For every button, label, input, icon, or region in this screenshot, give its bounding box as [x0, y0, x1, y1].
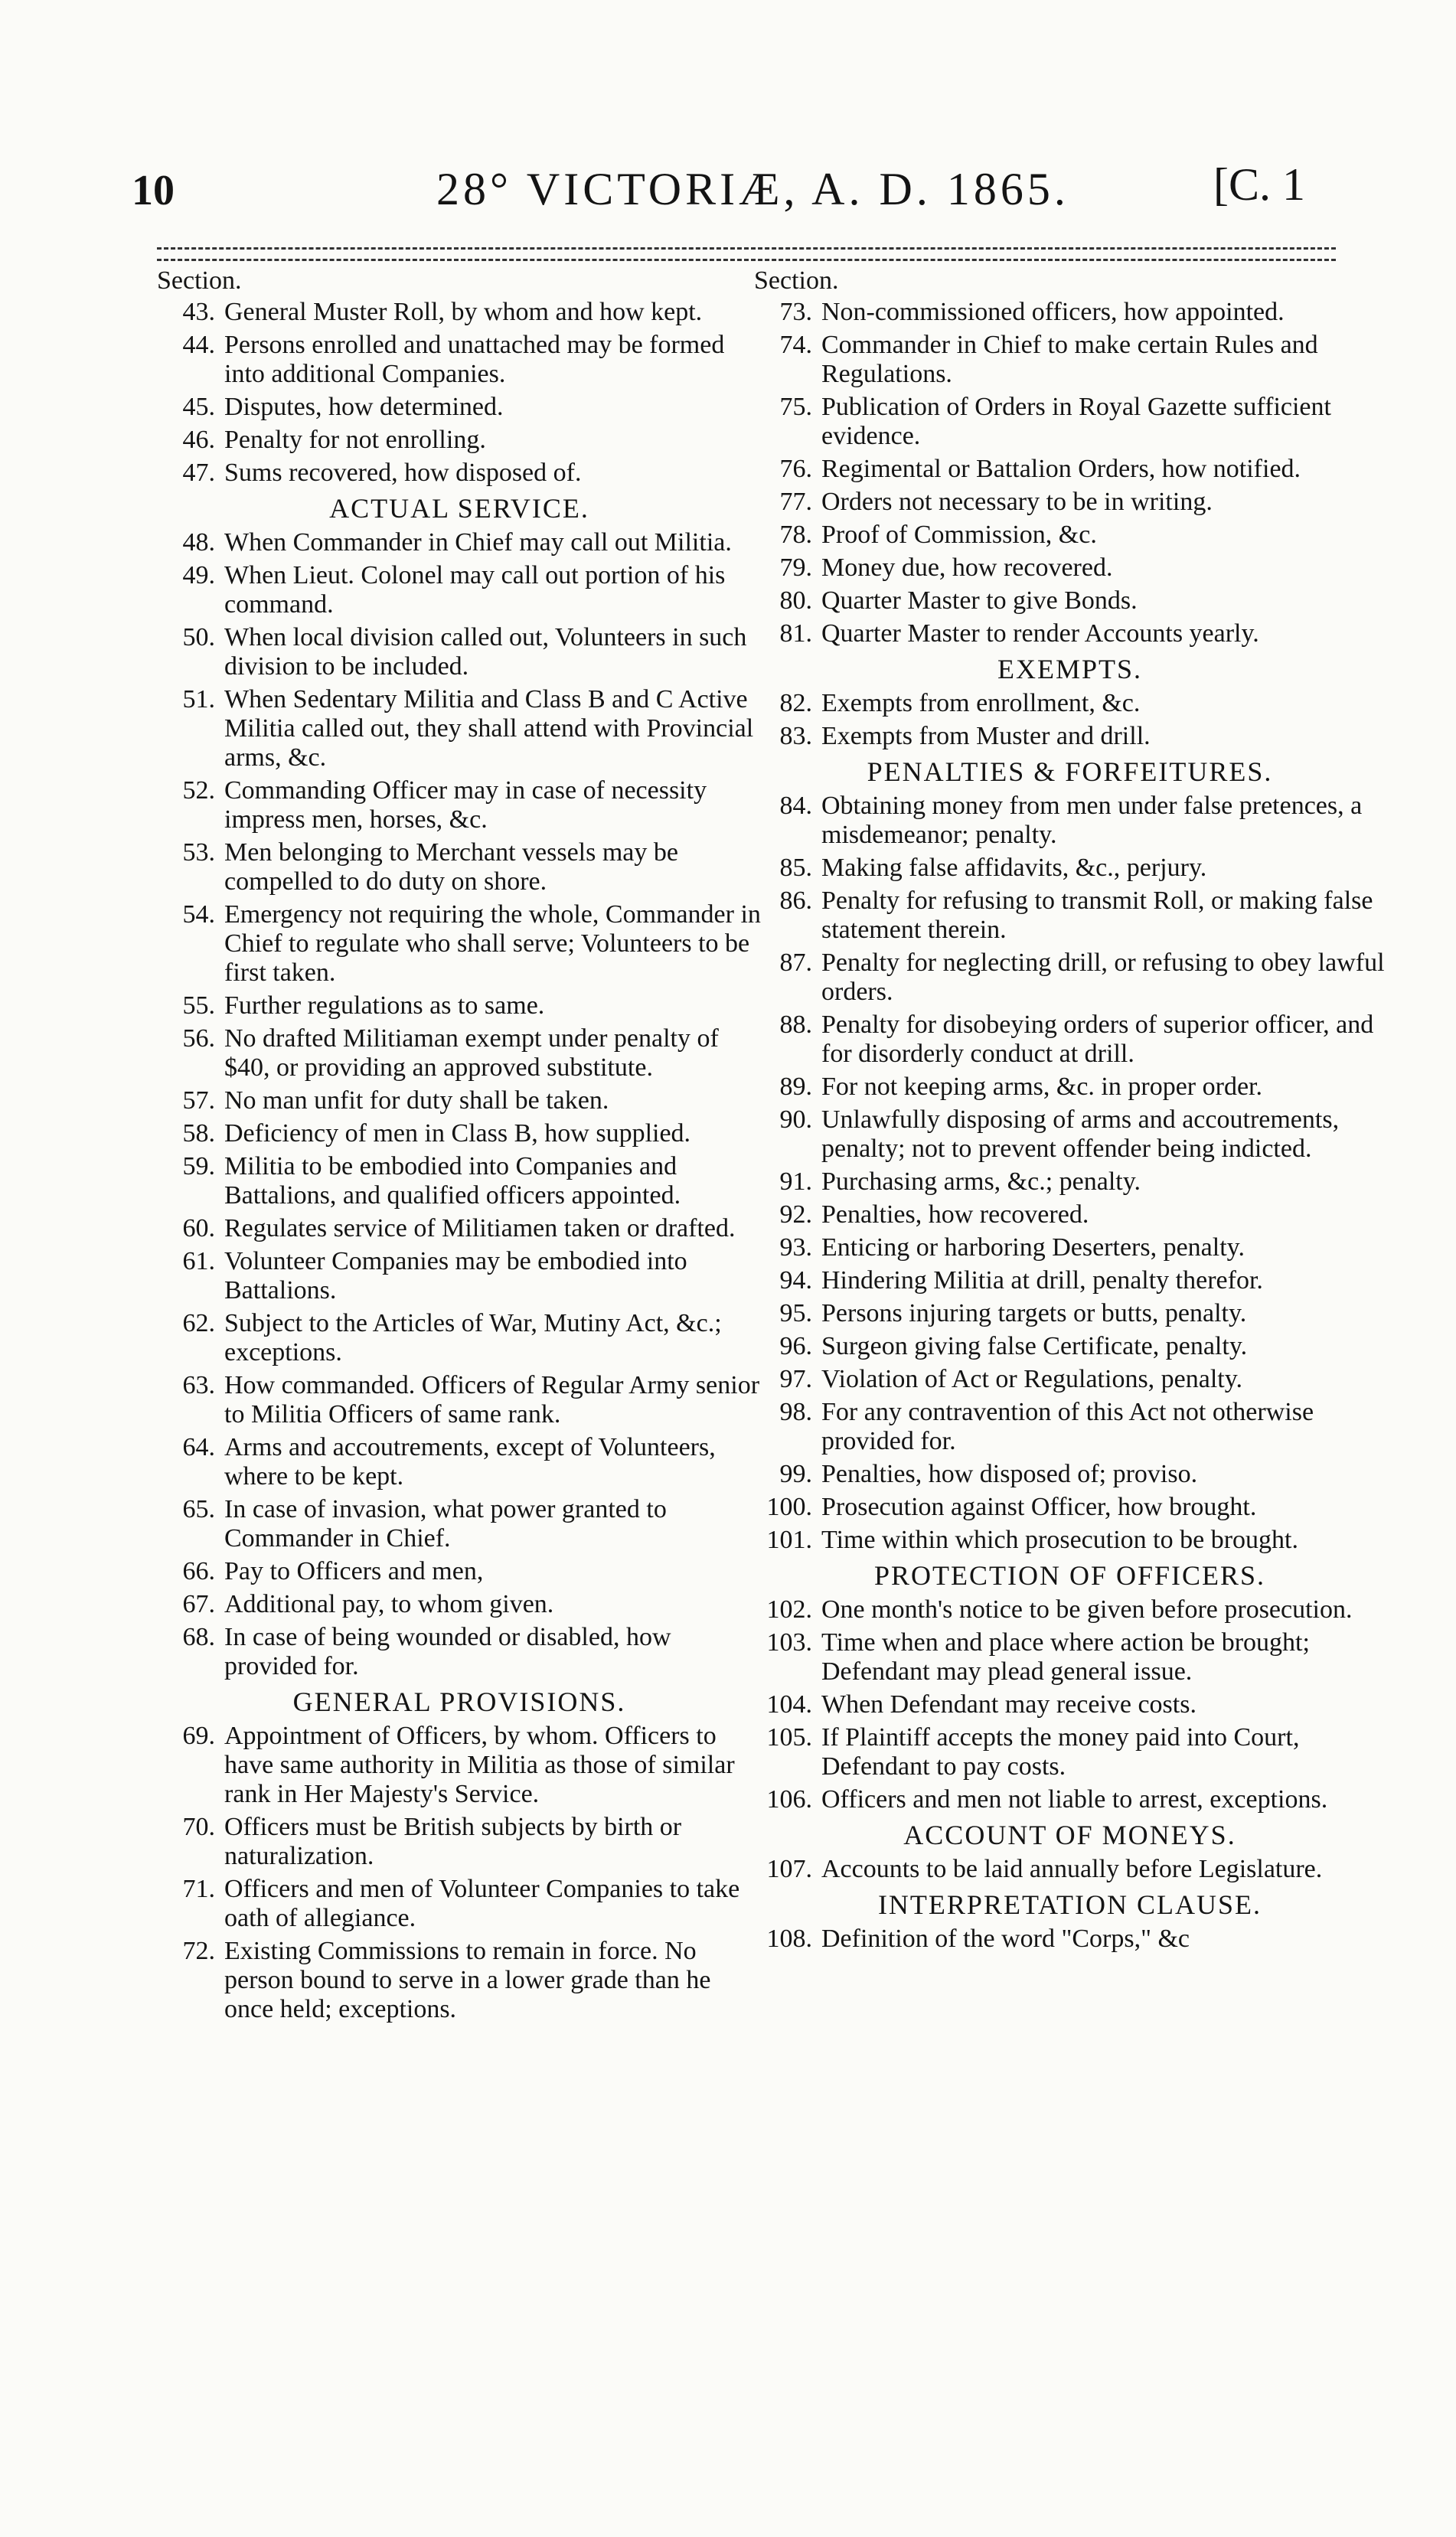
entry-text: Commanding Officer may in case of necessity impress men, horses, &c.: [224, 776, 707, 834]
entry-text: Exempts from enrollment, &c.: [821, 689, 1141, 717]
index-entry: [754, 298, 1386, 327]
index-entry: [157, 331, 762, 389]
index-entry: [157, 1590, 762, 1619]
entry-text: Persons injuring targets or butts, penalty.: [821, 1299, 1247, 1327]
entry-text: Deficiency of men in Class B, how supplied.: [224, 1119, 691, 1148]
index-entry: [157, 776, 762, 834]
section-number: 85.: [779, 854, 812, 882]
section-number: 93.: [779, 1233, 812, 1262]
section-number: 94.: [779, 1266, 812, 1295]
section-number: 56.: [182, 1024, 215, 1053]
section-number: 105.: [766, 1723, 812, 1752]
section-number: 50.: [182, 623, 215, 651]
index-entry: [754, 619, 1386, 648]
section-number: 104.: [766, 1690, 812, 1719]
entry-text: Quarter Master to render Accounts yearly.: [821, 619, 1259, 648]
section-number: 67.: [182, 1590, 215, 1618]
index-entry: [157, 1371, 762, 1429]
entry-text: Appointment of Officers, by whom. Officers to have same authority in Militia as those of similar rank in Her Majesty's Service.: [224, 1722, 735, 1808]
section-number: 99.: [779, 1460, 812, 1488]
section-number: 79.: [779, 553, 812, 582]
index-entry: [157, 1722, 762, 1809]
section-number: 59.: [182, 1152, 215, 1180]
section-heading: GENERAL PROVISIONS.: [292, 1686, 626, 1717]
index-entry: [157, 1247, 762, 1305]
index-entry: [754, 393, 1386, 451]
section-number: 61.: [182, 1247, 215, 1275]
section-number: 52.: [182, 776, 215, 805]
section-label: Section.: [754, 266, 839, 295]
entry-text: Definition of the word "Corps," &c: [821, 1925, 1190, 1953]
left-column: [157, 264, 762, 2028]
entry-text: Emergency not requiring the whole, Commander in Chief to regulate who shall serve; Volunteers to be first taken.: [224, 900, 761, 987]
section-number: 49.: [182, 561, 215, 589]
section-number: 92.: [779, 1200, 812, 1229]
entry-text: When Defendant may receive costs.: [821, 1690, 1196, 1719]
section-number: 86.: [779, 886, 812, 915]
section-number: 44.: [182, 331, 215, 359]
index-entry: [754, 1200, 1386, 1229]
entry-text: Hindering Militia at drill, penalty therefor.: [821, 1266, 1263, 1295]
section-number: 60.: [182, 1214, 215, 1242]
index-entry: [754, 854, 1386, 883]
entry-text: Time when and place where action be brought; Defendant may plead general issue.: [821, 1628, 1310, 1686]
entry-text: Further regulations as to same.: [224, 991, 545, 1020]
section-number: 48.: [182, 528, 215, 557]
index-entry: [754, 1105, 1386, 1164]
section-number: 106.: [766, 1785, 812, 1814]
section-number: 64.: [182, 1433, 215, 1461]
index-entry: [157, 1309, 762, 1367]
entry-text: Publication of Orders in Royal Gazette sufficient evidence.: [821, 393, 1331, 450]
section-number: 71.: [182, 1875, 215, 1903]
entry-text: Making false affidavits, &c., perjury.: [821, 854, 1207, 882]
entry-text: Penalty for refusing to transmit Roll, or making false statement therein.: [821, 886, 1373, 944]
section-number: 75.: [779, 393, 812, 421]
index-entry: [754, 949, 1386, 1007]
index-entry: [754, 1073, 1386, 1102]
index-entry: [157, 1937, 762, 2024]
entry-text: When Lieut. Colonel may call out portion of his command.: [224, 561, 726, 619]
section-number: 57.: [182, 1086, 215, 1115]
section-number: 74.: [779, 331, 812, 359]
index-entry: [157, 1433, 762, 1491]
entry-text: Arms and accoutrements, except of Volunteers, where to be kept.: [224, 1433, 716, 1491]
entry-text: Surgeon giving false Certificate, penalty.: [821, 1332, 1248, 1360]
index-entry: [157, 623, 762, 681]
section-number: 55.: [182, 991, 215, 1020]
index-entry: [754, 586, 1386, 615]
section-number: 51.: [182, 685, 215, 713]
entry-text: Existing Commissions to remain in force. No person bound to serve in a lower grade than he once held; exceptions.: [224, 1937, 711, 2023]
index-entry: [754, 1855, 1386, 1884]
section-heading: EXEMPTS.: [997, 654, 1143, 684]
index-entry: [157, 1495, 762, 1553]
index-entry: [157, 991, 762, 1020]
entry-text: Penalty for not enrolling.: [224, 426, 486, 454]
index-entry: [157, 1119, 762, 1148]
index-entry: [754, 1723, 1386, 1781]
index-entry: [754, 1398, 1386, 1456]
index-entry: [754, 689, 1386, 718]
index-entry: [157, 1557, 762, 1586]
section-number: 84.: [779, 792, 812, 820]
index-entry: [754, 792, 1386, 850]
section-number: 45.: [182, 393, 215, 421]
entry-text: Subject to the Articles of War, Mutiny Act, &c.; exceptions.: [224, 1309, 722, 1366]
section-number: 73.: [779, 298, 812, 326]
section-number: 72.: [182, 1937, 215, 1965]
entry-text: Regimental or Battalion Orders, how notified.: [821, 455, 1301, 483]
index-entry: [157, 1623, 762, 1681]
section-heading: ACTUAL SERVICE.: [329, 493, 589, 524]
page-header: [0, 126, 1456, 214]
section-heading: ACCOUNT OF MONEYS.: [903, 1820, 1236, 1850]
section-number: 101.: [766, 1526, 812, 1554]
index-entry: [754, 1595, 1386, 1624]
entry-text: Enticing or harboring Deserters, penalty.: [821, 1233, 1245, 1262]
entry-text: Disputes, how determined.: [224, 393, 504, 421]
section-number: 54.: [182, 900, 215, 929]
entry-text: One month's notice to be given before prosecution.: [821, 1595, 1353, 1624]
section-number: 83.: [779, 722, 812, 750]
section-heading: INTERPRETATION CLAUSE.: [877, 1889, 1262, 1920]
entry-text: Officers must be British subjects by birth or naturalization.: [224, 1813, 682, 1870]
entry-text: Commander in Chief to make certain Rules and Regulations.: [821, 331, 1318, 388]
entry-text: No man unfit for duty shall be taken.: [224, 1086, 609, 1115]
entry-text: For not keeping arms, &c. in proper order.: [821, 1073, 1262, 1101]
entry-text: Time within which prosecution to be brought.: [821, 1526, 1298, 1554]
index-entry: [157, 528, 762, 557]
index-entry: [157, 1152, 762, 1210]
index-entry: [157, 426, 762, 455]
entry-text: Accounts to be laid annually before Legislature.: [821, 1855, 1323, 1883]
entry-text: No drafted Militiaman exempt under penalty of $40, or providing an approved substitute.: [224, 1024, 719, 1082]
index-entry: [754, 1460, 1386, 1489]
section-number: 103.: [766, 1628, 812, 1657]
entry-text: How commanded. Officers of Regular Army senior to Militia Officers of same rank.: [224, 1371, 760, 1428]
entry-text: Money due, how recovered.: [821, 553, 1113, 582]
entry-text: Regulates service of Militiamen taken or drafted.: [224, 1214, 736, 1242]
entry-text: Pay to Officers and men,: [224, 1557, 484, 1585]
section-number: 43.: [182, 298, 215, 326]
entry-text: Penalty for neglecting drill, or refusing to obey lawful orders.: [821, 949, 1385, 1006]
right-column: [754, 264, 1386, 1957]
section-number: 63.: [182, 1371, 215, 1399]
section-number: 47.: [182, 459, 215, 487]
section-number: 65.: [182, 1495, 215, 1523]
index-entry: [754, 331, 1386, 389]
entry-text: Sums recovered, how disposed of.: [224, 459, 582, 487]
section-label: Section.: [157, 266, 242, 295]
index-entry: [157, 561, 762, 619]
section-number: 102.: [766, 1595, 812, 1624]
section-number: 77.: [779, 488, 812, 516]
section-number: 53.: [182, 838, 215, 867]
index-entry: [754, 1266, 1386, 1295]
index-entry: [754, 1526, 1386, 1555]
section-number: 78.: [779, 521, 812, 549]
chapter-label: [C. 1: [1213, 159, 1305, 210]
section-number: 70.: [182, 1813, 215, 1841]
section-number: 87.: [779, 949, 812, 977]
section-number: 89.: [779, 1073, 812, 1101]
entry-text: Prosecution against Officer, how brought.: [821, 1493, 1257, 1521]
index-entry: [754, 1628, 1386, 1686]
section-number: 69.: [182, 1722, 215, 1750]
section-number: 91.: [779, 1167, 812, 1196]
entry-text: Exempts from Muster and drill.: [821, 722, 1151, 750]
index-entry: [754, 1785, 1386, 1814]
entry-text: Purchasing arms, &c.; penalty.: [821, 1167, 1141, 1196]
index-entry: [157, 1875, 762, 1933]
index-entry: [157, 298, 762, 327]
index-entry: [157, 393, 762, 422]
index-entry: [754, 886, 1386, 945]
entry-text: For any contravention of this Act not otherwise provided for.: [821, 1398, 1314, 1455]
entry-text: General Muster Roll, by whom and how kept.: [224, 298, 703, 326]
index-entry: [754, 1299, 1386, 1328]
section-number: 88.: [779, 1011, 812, 1039]
section-number: 108.: [766, 1925, 812, 1953]
section-number: 98.: [779, 1398, 812, 1426]
index-entry: [754, 1011, 1386, 1069]
entry-text: Orders not necessary to be in writing.: [821, 488, 1213, 516]
section-number: 95.: [779, 1299, 812, 1327]
entry-text: In case of invasion, what power granted to Commander in Chief.: [224, 1495, 667, 1553]
index-entry: [754, 521, 1386, 550]
index-entry: [157, 1086, 762, 1115]
index-entry: [754, 1167, 1386, 1197]
section-number: 81.: [779, 619, 812, 648]
index-entry: [157, 1024, 762, 1082]
index-entry: [157, 1813, 762, 1871]
entry-text: In case of being wounded or disabled, how provided for.: [224, 1623, 671, 1680]
entry-text: Penalties, how recovered.: [821, 1200, 1089, 1229]
entry-text: Militia to be embodied into Companies and Battalions, and qualified officers appointed.: [224, 1152, 681, 1210]
entry-text: Penalty for disobeying orders of superior officer, and for disorderly conduct at drill.: [821, 1011, 1374, 1068]
index-entry: [157, 838, 762, 896]
entry-text: When Sedentary Militia and Class B and C Active Militia called out, they shall attend with Provincial arms, &c.: [224, 685, 754, 772]
section-number: 96.: [779, 1332, 812, 1360]
section-number: 46.: [182, 426, 215, 454]
entry-text: If Plaintiff accepts the money paid into Court, Defendant to pay costs.: [821, 1723, 1300, 1781]
section-heading: PENALTIES & FORFEITURES.: [867, 756, 1273, 787]
index-entry: [157, 459, 762, 488]
index-entry: [754, 1690, 1386, 1719]
entry-text: When Commander in Chief may call out Militia.: [224, 528, 732, 557]
section-number: 76.: [779, 455, 812, 483]
entry-text: When local division called out, Volunteers in such division to be included.: [224, 623, 747, 681]
entry-text: Additional pay, to whom given.: [224, 1590, 554, 1618]
section-number: 80.: [779, 586, 812, 615]
entry-text: Non-commissioned officers, how appointed.: [821, 298, 1285, 326]
index-entry: [157, 685, 762, 772]
index-entry: [754, 722, 1386, 751]
section-number: 100.: [766, 1493, 812, 1521]
section-number: 97.: [779, 1365, 812, 1393]
entry-text: Obtaining money from men under false pretences, a misdemeanor; penalty.: [821, 792, 1363, 849]
section-number: 62.: [182, 1309, 215, 1337]
header-rule: [157, 247, 1336, 261]
index-entry: [754, 553, 1386, 583]
entry-text: Proof of Commission, &c.: [821, 521, 1097, 549]
entry-text: Volunteer Companies may be embodied into Battalions.: [224, 1247, 687, 1304]
index-entry: [754, 1493, 1386, 1522]
entry-text: Persons enrolled and unattached may be formed into additional Companies.: [224, 331, 725, 388]
section-number: 82.: [779, 689, 812, 717]
index-entry: [157, 900, 762, 988]
section-number: 90.: [779, 1105, 812, 1134]
entry-text: Violation of Act or Regulations, penalty.: [821, 1365, 1243, 1393]
entry-text: Quarter Master to give Bonds.: [821, 586, 1138, 615]
section-heading: PROTECTION OF OFFICERS.: [873, 1560, 1266, 1591]
running-title: 28° VICTORIÆ, A. D. 1865.: [436, 164, 1069, 214]
index-entry: [754, 488, 1386, 517]
index-entry: [754, 455, 1386, 484]
index-entry: [754, 1332, 1386, 1361]
page-number: 10: [132, 167, 175, 214]
section-number: 58.: [182, 1119, 215, 1148]
entry-text: Officers and men not liable to arrest, exceptions.: [821, 1785, 1328, 1814]
section-number: 66.: [182, 1557, 215, 1585]
index-entry: [754, 1233, 1386, 1262]
index-entry: [157, 1214, 762, 1243]
section-number: 68.: [182, 1623, 215, 1651]
section-number: 107.: [766, 1855, 812, 1883]
entry-text: Unlawfully disposing of arms and accoutrements, penalty; not to prevent offender being indicted.: [821, 1105, 1340, 1163]
entry-text: Penalties, how disposed of; proviso.: [821, 1460, 1198, 1488]
entry-text: Officers and men of Volunteer Companies to take oath of allegiance.: [224, 1875, 740, 1932]
entry-text: Men belonging to Merchant vessels may be compelled to do duty on shore.: [224, 838, 678, 896]
index-entry: [754, 1365, 1386, 1394]
index-entry: [754, 1925, 1386, 1954]
